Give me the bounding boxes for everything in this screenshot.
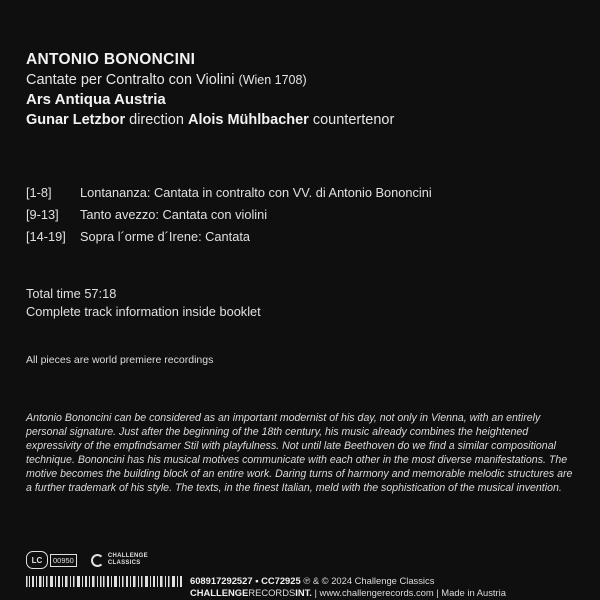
work-title xyxy=(26,70,394,90)
soloist-role: countertenor xyxy=(312,112,395,128)
track-title: Tanto avezzo: Cantata con violini xyxy=(80,207,268,222)
copyright-text: ℗ & © 2024 Challenge Classics xyxy=(303,575,435,586)
premiere-note: All pieces are world premiere recordings xyxy=(26,354,214,366)
brand-int: INT. xyxy=(295,587,312,598)
barcode-number: 608917292527 xyxy=(190,575,253,586)
track-title: Lontananza: Cantata in contralto con VV. di Antonio Bononcini xyxy=(80,185,432,200)
track-list xyxy=(26,182,432,248)
challenge-logo-text xyxy=(108,553,148,567)
timing-info xyxy=(26,285,261,321)
track-row xyxy=(26,204,432,226)
challenge-classics-logo xyxy=(91,553,148,567)
track-range: [14-19] xyxy=(26,229,66,244)
track-row xyxy=(26,182,432,204)
challenge-logo-line1: CHALLENGE xyxy=(107,553,148,559)
description-text: Antonio Bononcini can be considered as an important modernist of his day, not only in Vienna, with an entirely personal signature. Just after the beginning of the 18th century, his music already combines the heightened expressivity of the empfindsamer Stil with playfulness. Not until late Beethoven do we find a similar compositional technique. Bononcini has his musical motives communicate with each other in the most diverse manifestations. The motive becomes the building block of an entire work. Daring turns of harmony and memorable melodic structures are a further trademark of his style. The texts, in the finest Italian, meld with the sophistication of the musical invention. xyxy=(26,412,573,495)
composer-name: ANTONIO BONONCINI xyxy=(26,51,196,68)
track-title: Sopra l´orme d´Irene: Cantata xyxy=(80,229,250,244)
catalog-number: CC72925 xyxy=(261,575,301,586)
director-role: direction xyxy=(129,112,184,128)
ensemble-name: Ars Antiqua Austria xyxy=(26,91,166,108)
total-time: Total time 57:18 xyxy=(26,286,117,301)
label-code-number: 00950 xyxy=(50,554,77,567)
booklet-note: Complete track information inside booklet xyxy=(26,304,261,319)
barcode-icon xyxy=(26,576,183,587)
logo-row xyxy=(26,551,148,569)
brand-suffix: RECORDS xyxy=(248,587,296,598)
label-code-icon: LC xyxy=(26,551,48,569)
brand-name: CHALLENGE xyxy=(190,587,249,598)
work-note: (Wien 1708) xyxy=(238,73,307,87)
challenge-mark-icon xyxy=(91,554,104,567)
work-title-text: Cantate per Contralto con Violini xyxy=(26,72,235,88)
credits-line xyxy=(26,110,394,130)
track-range: [9-13] xyxy=(26,207,59,222)
challenge-logo-line2: CLASSICS xyxy=(107,560,141,566)
footer xyxy=(190,575,506,599)
footer-line1: 608917292527 • CC72925 ℗ & © 2024 Challenge Classics xyxy=(190,575,435,586)
track-row xyxy=(26,226,432,248)
header xyxy=(26,50,394,130)
soloist-name: Alois Mühlbacher xyxy=(187,112,309,128)
track-range: [1-8] xyxy=(26,185,52,200)
website-text: | www.challengerecords.com | Made in Austria xyxy=(314,587,506,598)
director-name: Gunar Letzbor xyxy=(26,112,126,128)
footer-line2 xyxy=(190,587,506,599)
